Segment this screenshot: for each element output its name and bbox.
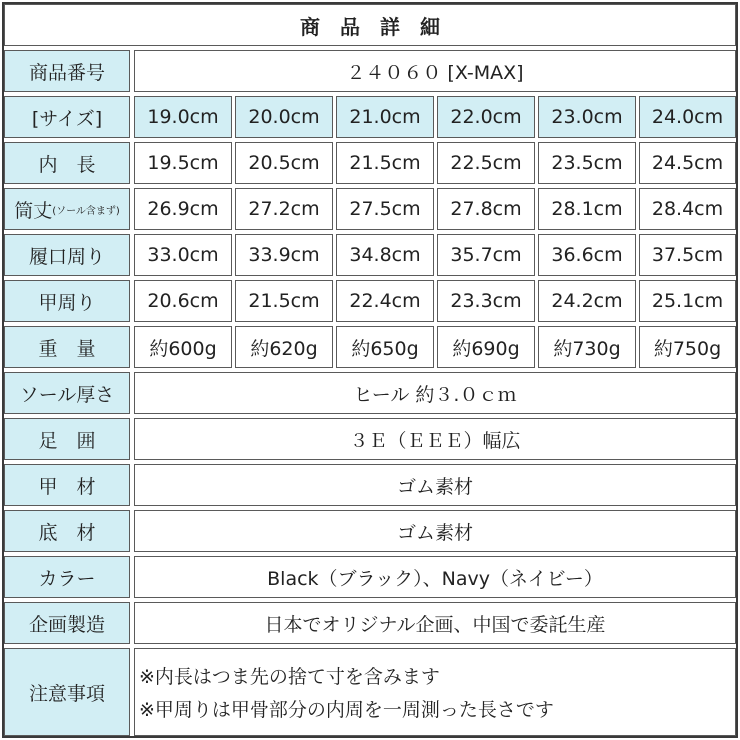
row-label-opening-circumference: 履口周り [4,234,130,276]
size-header-cell: 20.0cm [235,96,333,138]
instep-circumference-cell: 21.5cm [235,280,333,322]
opening-circumference-cell: 35.7cm [437,234,535,276]
inner-length-cell: 21.5cm [336,142,434,184]
opening-circumference-cell: 37.5cm [639,234,736,276]
shaft-height-cell: 27.8cm [437,188,535,230]
color-value: Black（ブラック）、Navy（ネイビー） [134,556,736,598]
note-line: ※甲周りは甲骨部分の内周を一周測った長さです [139,699,554,721]
instep-circumference-cell: 22.4cm [336,280,434,322]
inner-length-cell: 20.5cm [235,142,333,184]
row-label-shaft-height [4,188,130,230]
weight-cell: 約690g [437,326,535,368]
instep-circumference-cell: 23.3cm [437,280,535,322]
product-number-label: 商品番号 [4,50,130,92]
row-label-sole-thickness: ソール厚さ [4,372,130,414]
size-header-cell: 22.0cm [437,96,535,138]
weight-cell: 約730g [538,326,636,368]
sole-thickness-value: ヒール 約３.０ｃｍ [134,372,736,414]
shaft-height-cell: 27.2cm [235,188,333,230]
instep-circumference-cell: 24.2cm [538,280,636,322]
note-line: ※内長はつま先の捨て寸を含みます [139,666,440,688]
weight-cell: 約750g [639,326,736,368]
row-label-inner-length: 内 長 [4,142,130,184]
inner-length-cell: 22.5cm [437,142,535,184]
weight-cell: 約650g [336,326,434,368]
shaft-height-note: (ソール含まず) [52,205,120,217]
row-label-notes: 注意事項 [4,648,130,736]
notes-box [134,648,736,736]
row-label-weight: 重 量 [4,326,130,368]
inner-length-cell: 19.5cm [134,142,232,184]
shaft-height-cell: 28.1cm [538,188,636,230]
row-label-sole-material: 底 材 [4,510,130,552]
sole-material-value: ゴム素材 [134,510,736,552]
opening-circumference-cell: 34.8cm [336,234,434,276]
instep-circumference-cell: 25.1cm [639,280,736,322]
inner-length-cell: 24.5cm [639,142,736,184]
row-label-upper-material: 甲 材 [4,464,130,506]
opening-circumference-cell: 33.9cm [235,234,333,276]
page-title: 商 品 詳 細 [4,4,736,46]
opening-circumference-cell: 36.6cm [538,234,636,276]
shaft-height-cell: 26.9cm [134,188,232,230]
size-header-cell: 19.0cm [134,96,232,138]
inner-length-cell: 23.5cm [538,142,636,184]
manufacturing-value: 日本でオリジナル企画、中国で委託生産 [134,602,736,644]
upper-material-value: ゴム素材 [134,464,736,506]
shaft-height-label: 筒丈 [14,199,53,222]
foot-width-value: ３Ｅ（ＥＥＥ）幅広 [134,418,736,460]
row-label-color: カラー [4,556,130,598]
weight-cell: 約600g [134,326,232,368]
size-header-cell: 24.0cm [639,96,736,138]
row-label-manufacturing: 企画製造 [4,602,130,644]
shaft-height-cell: 27.5cm [336,188,434,230]
shaft-height-cell: 28.4cm [639,188,736,230]
row-label-foot-width: 足 囲 [4,418,130,460]
row-label-size: [サイズ] [4,96,130,138]
product-number-value: ２４０６０ [X-MAX] [134,50,736,92]
opening-circumference-cell: 33.0cm [134,234,232,276]
instep-circumference-cell: 20.6cm [134,280,232,322]
size-header-cell: 21.0cm [336,96,434,138]
size-header-cell: 23.0cm [538,96,636,138]
weight-cell: 約620g [235,326,333,368]
row-label-instep-circumference: 甲周り [4,280,130,322]
